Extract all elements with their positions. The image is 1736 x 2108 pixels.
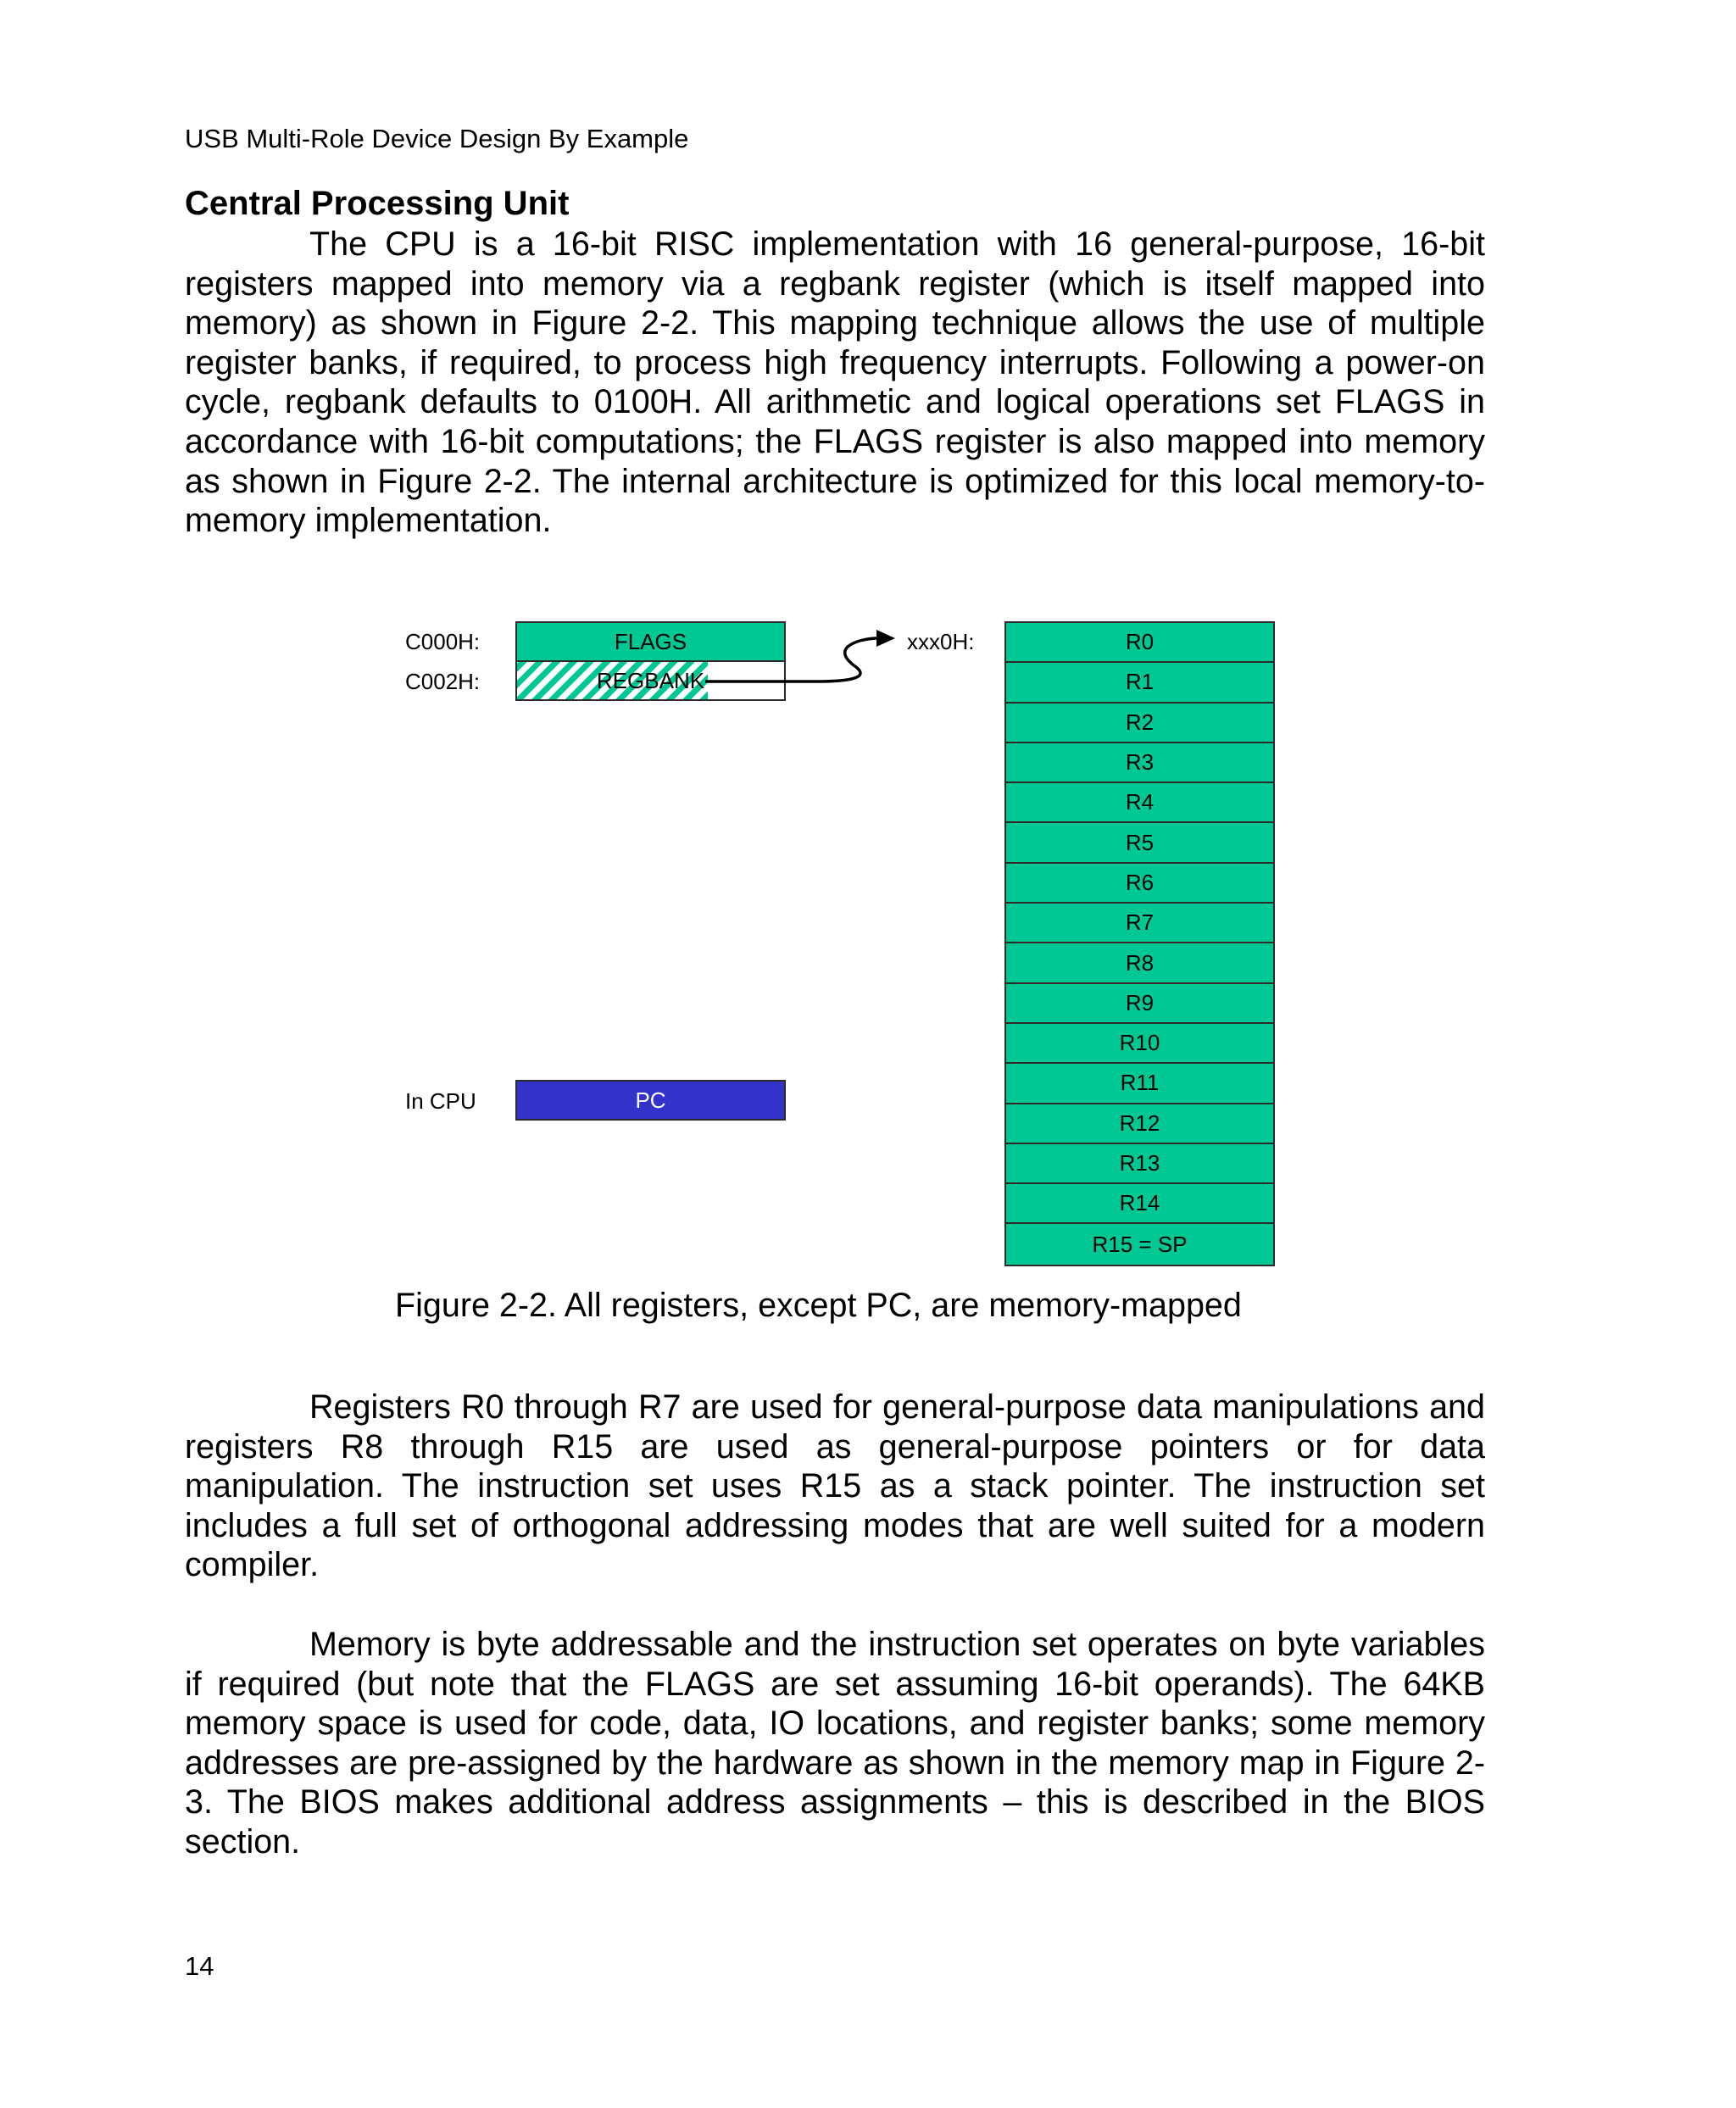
flags-register-label: FLAGS (614, 628, 687, 654)
flags-address-label: C000H: (405, 629, 481, 654)
bank-address-label: xxx0H: (907, 629, 975, 654)
register-cell: R7 (1006, 904, 1273, 943)
register-cell: R14 (1006, 1184, 1273, 1224)
register-cell: R5 (1006, 823, 1273, 863)
in-cpu-label: In CPU (405, 1088, 476, 1114)
register-cell: R4 (1006, 783, 1273, 823)
paragraph-memory: Memory is byte addressable and the instruction set operates on byte variables if required (but note that the FLAGS are set assuming 16-bit operands). The 64KB memory space is used for code, data, IO locations, and register banks; some memory addresses are pre-assigned by the hardware as shown in the memory map in Figure 2-3. The BIOS makes additional address assignments – this is described in the BIOS section. (185, 1626, 1485, 1860)
pc-register-label: PC (635, 1087, 666, 1113)
page-number: 14 (185, 1951, 214, 1981)
regbank-pointer-arrow (695, 623, 899, 691)
register-cell: R15 = SP (1006, 1224, 1273, 1264)
register-cell: R11 (1006, 1064, 1273, 1104)
pc-register (515, 1080, 786, 1121)
regbank-address-label: C002H: (405, 669, 481, 694)
paragraph-cpu-intro: The CPU is a 16-bit RISC implementation with 16 general-purpose, 16-bit registers mapped into memory via a regbank register (which is itself mapped into memory) as shown in Figure 2-2. This mapping technique allows the use of multiple register banks, if required, to process high frequency interrupts. Following a power-on cycle, regbank defaults to 0100H. All arithmetic and logical operations set FLAGS in accordance with 16-bit computations; the FLAGS register is also mapped into memory as shown in Figure 2-2. The internal architecture is optimized for this local memory-to-memory implementation. (185, 225, 1485, 540)
register-cell: R6 (1006, 864, 1273, 904)
register-cell: R3 (1006, 743, 1273, 783)
register-bank (1004, 621, 1275, 1266)
regbank-register-label: REGBANK (596, 667, 705, 693)
register-cell: R0 (1006, 623, 1273, 663)
register-cell: R1 (1006, 663, 1273, 703)
register-cell: R8 (1006, 943, 1273, 983)
paragraph-registers: Registers R0 through R7 are used for general-purpose data manipulations and registers R8 through R15 are used as general-purpose pointers or for data manipulation. The instruction set uses R15 as a stack pointer. The instruction set includes a full set of orthogonal addressing modes that are well suited for a modern compiler. (185, 1388, 1485, 1584)
figure-caption: Figure 2-2. All registers, except PC, are memory-mapped (395, 1287, 1242, 1324)
register-cell: R9 (1006, 984, 1273, 1024)
section-heading: Central Processing Unit (185, 185, 570, 222)
register-cell: R10 (1006, 1024, 1273, 1064)
register-cell: R12 (1006, 1104, 1273, 1144)
running-header: USB Multi-Role Device Design By Example (185, 124, 689, 153)
register-cell: R2 (1006, 704, 1273, 743)
register-cell: R13 (1006, 1144, 1273, 1184)
